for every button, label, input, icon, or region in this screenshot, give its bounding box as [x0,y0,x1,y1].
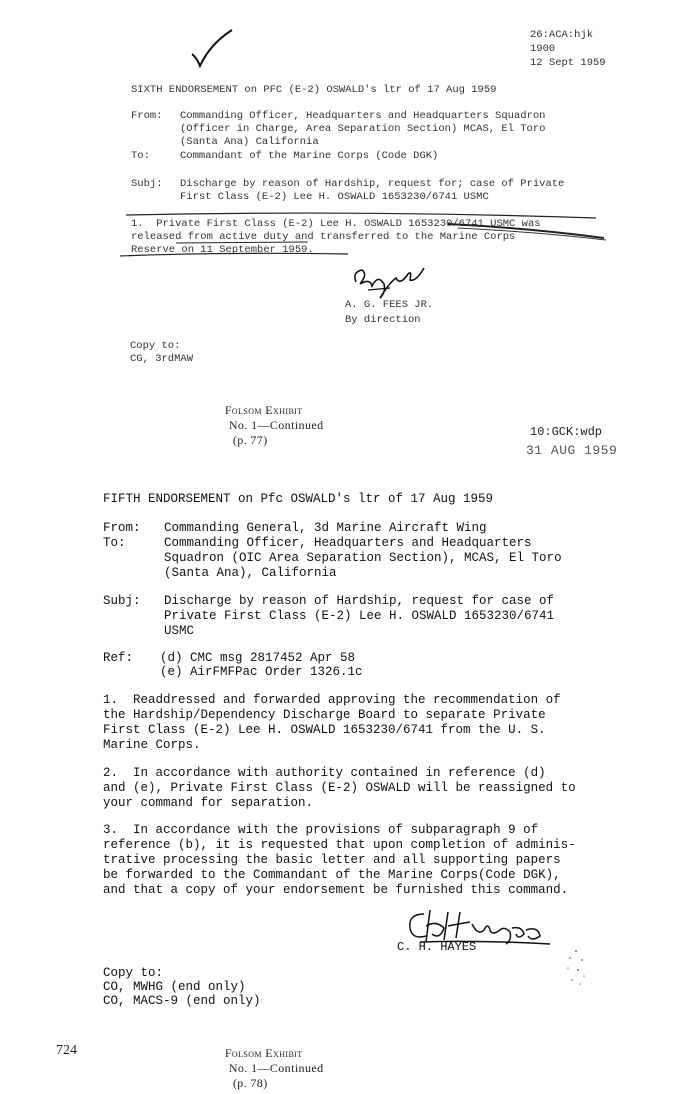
bottom-to-label: To: [103,536,126,550]
exhibit-caption [218,1031,323,1091]
top-copy-label: Copy to: [130,340,181,352]
speckle-marks [562,948,592,988]
bottom-ref-code: 10:GCK:wdp [530,425,603,439]
top-copy-line: CG, 3rdMAW [130,353,194,365]
top-subj-line: Discharge by reason of Hardship, request for; case of Private [180,178,565,190]
top-ref-code: 26:ACA:hjk [530,29,594,41]
bottom-to-line: Commanding Officer, Headquarters and Headquarters [164,536,532,550]
bottom-to-line: Squadron (OIC Area Separation Section), MCAS, El Toro [164,551,562,565]
pen-underline-marks [118,210,613,262]
bottom-copy-label: Copy to: [103,966,164,980]
top-from-line: (Santa Ana) California [180,136,319,148]
bottom-para1-line: Marine Corps. [103,738,201,752]
bottom-para1-line: the Hardship/Dependency Discharge Board to separate Private [103,708,546,722]
bottom-para2-line: and (e), Private First Class (E-2) OSWALD will be reassigned to [103,781,576,795]
top-from-label: From: [131,110,163,122]
checkmark-mark [188,28,238,68]
top-para1-line: released from active duty and transferred to the Marine Corps [131,231,516,243]
exhibit-caption [218,388,323,448]
page-number: 724 [56,1043,77,1058]
bottom-subj-line: Private First Class (E-2) Lee H. OSWALD 1653230/6741 [164,609,555,623]
top-ref-number: 1900 [530,43,556,55]
bottom-copy-line: CO, MWHG (end only) [103,980,246,994]
bottom-signature-name: C. H. HAYES [397,940,477,954]
top-subj-line: First Class (E-2) Lee H. OSWALD 1653230/6741 USMC [180,191,489,203]
caption-page: (p. 77) [232,433,268,447]
bottom-para3-line: reference (b), it is requested that upon completion of adminis- [103,838,576,852]
top-para1-line: Reserve on 11 September 1959. [131,244,314,256]
top-to-line: Commandant of the Marine Corps (Code DGK) [180,150,439,162]
top-title: SIXTH ENDORSEMENT on PFC (E-2) OSWALD's ltr of 17 Aug 1959 [131,84,497,96]
bottom-ref-line: (e) AirFMFPac Order 1326.1c [160,665,363,679]
bottom-subj-line: Discharge by reason of Hardship, request for case of [164,594,555,608]
top-signature-sub: By direction [345,314,421,326]
signature-fees [350,262,430,302]
bottom-para3-line: 3. In accordance with the provisions of subparagraph 9 of [103,823,539,837]
caption-continued: No. 1—Continued [228,418,324,432]
caption-page: (p. 78) [232,1076,268,1090]
bottom-para2-line: your command for separation. [103,796,314,810]
top-para1-line: 1. Private First Class (E-2) Lee H. OSWALD 1653230/6741 USMC was [131,218,541,230]
top-from-line: Commanding Officer, Headquarters and Headquarters Squadron [180,110,546,122]
bottom-copy-line: CO, MACS-9 (end only) [103,994,261,1008]
bottom-from-label: From: [103,521,141,535]
bottom-para1-line: First Class (E-2) Lee H. OSWALD 1653230/6741 from the U. S. [103,723,546,737]
bottom-from-line: Commanding General, 3d Marine Aircraft Wing [164,521,487,535]
bottom-subj-label: Subj: [103,594,141,608]
bottom-ref-date: 31 AUG 1959 [526,443,618,458]
bottom-ref-label: Ref: [103,651,134,665]
bottom-para3-line: trative processing the basic letter and all supporting papers [103,853,561,867]
bottom-title: FIFTH ENDORSEMENT on Pfc OSWALD's ltr of 17 Aug 1959 [103,492,494,506]
bottom-subj-line: USMC [164,624,195,638]
bottom-para1-line: 1. Readdressed and forwarded approving the recommendation of [103,693,561,707]
bottom-para3-line: and that a copy of your endorsement be furnished this command. [103,883,569,897]
top-signature-name: A. G. FEES JR. [345,299,434,311]
top-from-line: (Officer in Charge, Area Separation Section) MCAS, El Toro [180,123,546,135]
bottom-para3-line: be forwarded to the Commandant of the Marine Corps(Code DGK), [103,868,561,882]
bottom-para2-line: 2. In accordance with authority contained in reference (d) [103,766,546,780]
caption-exhibit: Folsom Exhibit [224,403,303,417]
top-ref-date: 12 Sept 1959 [530,57,606,69]
top-to-label: To: [131,150,150,162]
caption-exhibit: Folsom Exhibit [224,1046,303,1060]
bottom-to-line: (Santa Ana), California [164,566,337,580]
top-subj-label: Subj: [131,178,163,190]
caption-continued: No. 1—Continued [228,1061,324,1075]
bottom-ref-line: (d) CMC msg 2817452 Apr 58 [160,651,356,665]
